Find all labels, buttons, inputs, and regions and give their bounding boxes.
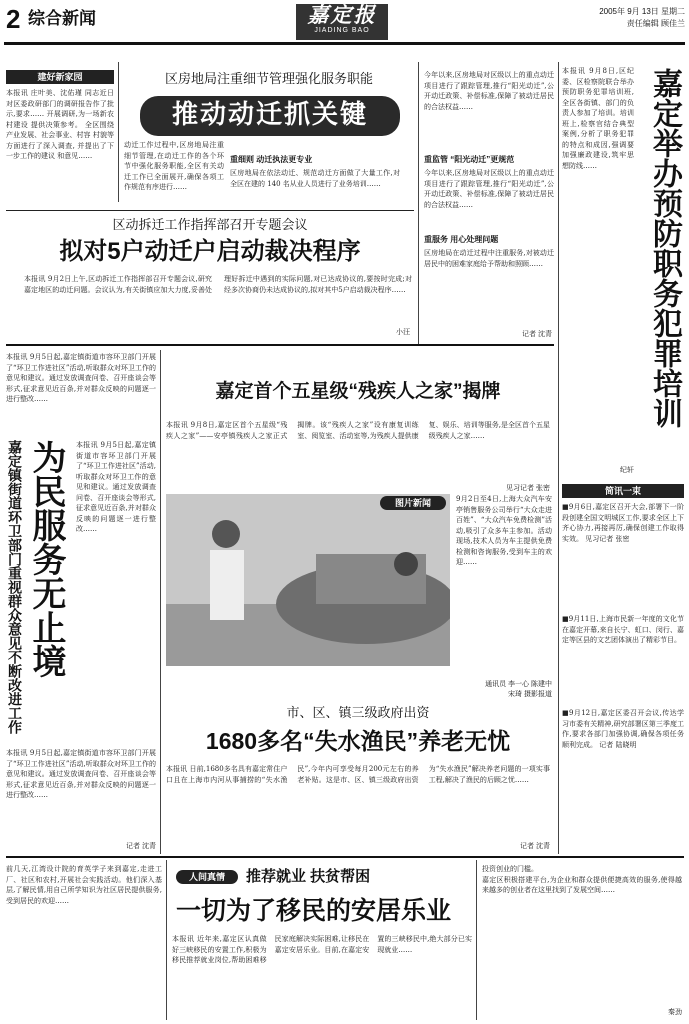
right-column-headline: 嘉定举办预防职务犯罪培训	[648, 68, 681, 428]
story-divider	[6, 210, 414, 211]
vertical-story-credit: 记者 沈青	[126, 843, 156, 850]
brief-item-2: ■9月11日,上海市民新一年度的文化节在嘉定开幕,来自长宁、虹口、闵行、嘉定等区县的文艺团体演出了精彩节目。	[562, 615, 684, 644]
story1-text-d: 今年以来,区房地局对区级以上的重点动迁项目进行了跟踪管理,推行“阳光动迁”,公开动迁政策、补偿标准,保障了被动迁居民的合法权益……	[424, 169, 554, 209]
issue-date: 2005年 9月 13日 星期二	[599, 7, 685, 16]
left-column-text: 本报讯 庄叶美、沈佑瑾 同志近日对区委政研部门的调研报告作了批示,要求…… 开展调研,为一场新农村建设 提供决策参考。 全区围绕 产业发展、社会事业、村容 村貌等方面进行了深入调查, 并提出了下一步工作的建议 和意见……	[6, 89, 114, 160]
photo-tag: 图片新闻	[380, 496, 446, 510]
photo-illustration	[166, 494, 450, 666]
vertical-headline-main: 为民服务无止境	[27, 440, 65, 678]
column-divider	[476, 860, 477, 1020]
story2-kicker: 区动拆迁工作指挥部召开专题会议	[112, 217, 308, 232]
story5-kicker: 推荐就业 扶贫帮困	[246, 868, 371, 885]
masthead-logo	[296, 4, 388, 40]
story1-credit: 记者 沈青	[522, 331, 552, 338]
story5-text: 本报讯 近年来,嘉定区认真做好三峡移民的安置工作,积极为移民推荐就业岗位,帮助困难移民家庭解决实际困难,让移民在嘉定安居乐业。目前,在嘉定安置的三峡移民中,绝大部分已实现就业……	[172, 935, 472, 964]
story4-credit: 记者 沈青	[520, 843, 550, 850]
bottom-right-text: 投资创业的门槛。 嘉定区积极搭建平台,为企业和群众提供便捷高效的服务,使得越来越多的创业者在这里找到了发展空间……	[482, 865, 682, 894]
story1-text-a: 动迁工作过程中,区房地局注重细节管理,在动迁工作的各个环节中强化服务职能,全区有关动迁工作已全面展开,确保各项工作规范有序进行……	[124, 141, 224, 191]
page-number: 2	[6, 4, 21, 34]
story4-headline: 1680多名“失水渔民”养老无忧	[205, 728, 511, 754]
story1-headline: 推动动迁抓关键	[140, 96, 400, 136]
column-divider	[160, 350, 161, 854]
photo-credit: 通讯员 李一心 陈建中 宋琦 摄影报道	[485, 681, 552, 698]
right-column-credit: 纪轩	[620, 467, 634, 474]
story1-kicker: 区房地局注重细节管理强化服务职能	[164, 71, 373, 86]
story3-headline: 嘉定首个五星级“残疾人之家”揭牌	[215, 381, 501, 402]
masthead-title: 嘉定报	[307, 4, 377, 27]
story2-credit: 小汪	[396, 329, 410, 336]
brief-news-label: 简讯一束	[562, 484, 684, 498]
section-rule	[6, 344, 554, 346]
vertical-story-text-top: 本报讯 9月5日起,嘉定镇街道市容环卫部门开展了“环卫工作进社区”活动,听取群众对环卫工作的意见和建议。通过发放调查问卷、召开座谈会等形式,征求意见近百条,并对群众反映的问题逐一进行整改……	[6, 353, 156, 403]
issue-editor: 责任编辑 顾佳兰	[626, 19, 685, 28]
masthead-subtitle: JIADING BAO	[314, 27, 370, 34]
bottom-left-text: 前几天,江湾设计院的育英学子来到嘉定,走进工厂、社区和农村,开展社会实践活动。他们深入基层,了解民情,用自己所学知识为社区居民提供服务,受到居民的欢迎……	[6, 865, 162, 905]
story2-text: 本报讯 9月2日上午,区动拆迁工作指挥部召开专题会议,研究嘉定地区的动迁问题。会议认为,有关街镇应加大力度,妥善处理好拆迁中遇到的实际问题,对已达成协议的,要按时完成;对经多次协商仍未达成协议的,拟对其中5户启动裁决程序……	[24, 275, 412, 294]
story2-headline: 拟对5户动迁户启动裁决程序	[59, 238, 361, 265]
story1-text-e: 区房地局在动迁过程中注重服务,对被动迁居民中的困难家庭给予帮助和照顾……	[424, 249, 554, 268]
story5-tag: 人间真情	[176, 870, 238, 884]
header-rule	[4, 42, 685, 45]
column-divider	[166, 860, 167, 1020]
vertical-headline-sub: 嘉定镇街道环卫部门重视群众意见不断改进工作	[7, 440, 23, 734]
story4-kicker: 市、区、镇三级政府出资	[286, 705, 430, 720]
story4-text: 本报讯 日前,1680多名具有嘉定常住户口且在上海市内河从事捕捞的“失水渔民”,今年内可享受每月200元左右的养老补贴。这是市、区、镇三级政府出资为“失水渔民”解决养老问题的一项实事工程,解决了渔民的后顾之忧……	[166, 765, 550, 784]
brief-item-1: ■9月6日,嘉定区召开大会,部署下一阶段创建全国文明城区工作,要求全区上下齐心协力,再接再厉,确保创建工作取得实效。 见习记者 张密	[562, 503, 684, 543]
story1-subhead-right: 重监管 “阳光动迁”更规范	[424, 155, 515, 164]
story1-text-b: 区房地局在依法动迁、规范动迁方面做了大量工作,对全区在建的 140 名从业人员进行了业务培训……	[230, 169, 400, 188]
column-divider	[558, 62, 559, 854]
story3-text: 本报讯 9月8日,嘉定区首个五星级“残疾人之家”——安亭镇残疾人之家正式揭牌。该“残疾人之家”设有康复训练室、阅览室、活动室等,为残疾人提供康复、娱乐、培训等服务,是全区首个五星级残疾人之家……	[166, 421, 550, 440]
story5-headline: 一切为了移民的安居乐业	[176, 897, 452, 925]
issue-meta	[560, 6, 685, 38]
column-divider	[118, 62, 119, 202]
column-divider	[418, 62, 419, 344]
story1-subhead-mid: 重服务 用心处理问题	[424, 235, 499, 244]
story1-text-c: 今年以来,区房地局对区级以上的重点动迁项目进行了跟踪管理,推行“阳光动迁”,公开动迁政策、补偿标准,保障了被动迁居民的合法权益……	[424, 71, 554, 111]
right-column-text: 本报讯 9月8日,区纪委、区检察院联合举办预防职务犯罪培训班,全区各街镇、部门的负责人参加了培训。培训班上,检察官结合典型案例,分析了职务犯罪的特点和成因,强调要加强廉政建设,筑牢思想防线……	[562, 67, 634, 170]
story3-credit: 见习记者 张密	[506, 485, 550, 492]
vertical-story-text-bottom: 本报讯 9月5日起,嘉定镇街道市容环卫部门开展了“环卫工作进社区”活动,听取群众对环卫工作的意见和建议。通过发放调查问卷、召开座谈会等形式,征求意见近百条,并对群众反映的问题逐一进行整改……	[6, 749, 156, 799]
story1-subhead-left: 重细则 动迁执法更专业	[230, 155, 313, 164]
photo-story-text: 9月2日至4日,上海大众汽车安亭销售服务公司举行“大众走进百姓”、“大众汽车免费检测”活动,吸引了众多车主参加。活动现场,技术人员为车主提供免费检测和咨询服务,受到车主的欢迎……	[456, 495, 552, 566]
news-photo	[166, 494, 450, 666]
bottom-rule	[6, 856, 684, 858]
section-title: 综合新闻	[28, 9, 96, 28]
vertical-story-text: 本报讯 9月5日起,嘉定镇街道市容环卫部门开展了“环卫工作进社区”活动,听取群众对环卫工作的意见和建议。通过发放调查问卷、召开座谈会等形式,征求意见近百条,并对群众反映的问题逐一进行整改……	[76, 441, 156, 533]
left-column-label: 建好新家园	[6, 70, 114, 84]
bottom-right-credit: 秦劲	[668, 1009, 682, 1016]
brief-item-3: ■9月12日,嘉定区委召开会议,传达学习市委有关精神,研究部署区第三季度工作,要求各部门加强协调,确保各项任务顺利完成。 记者 陆晓明	[562, 709, 684, 749]
